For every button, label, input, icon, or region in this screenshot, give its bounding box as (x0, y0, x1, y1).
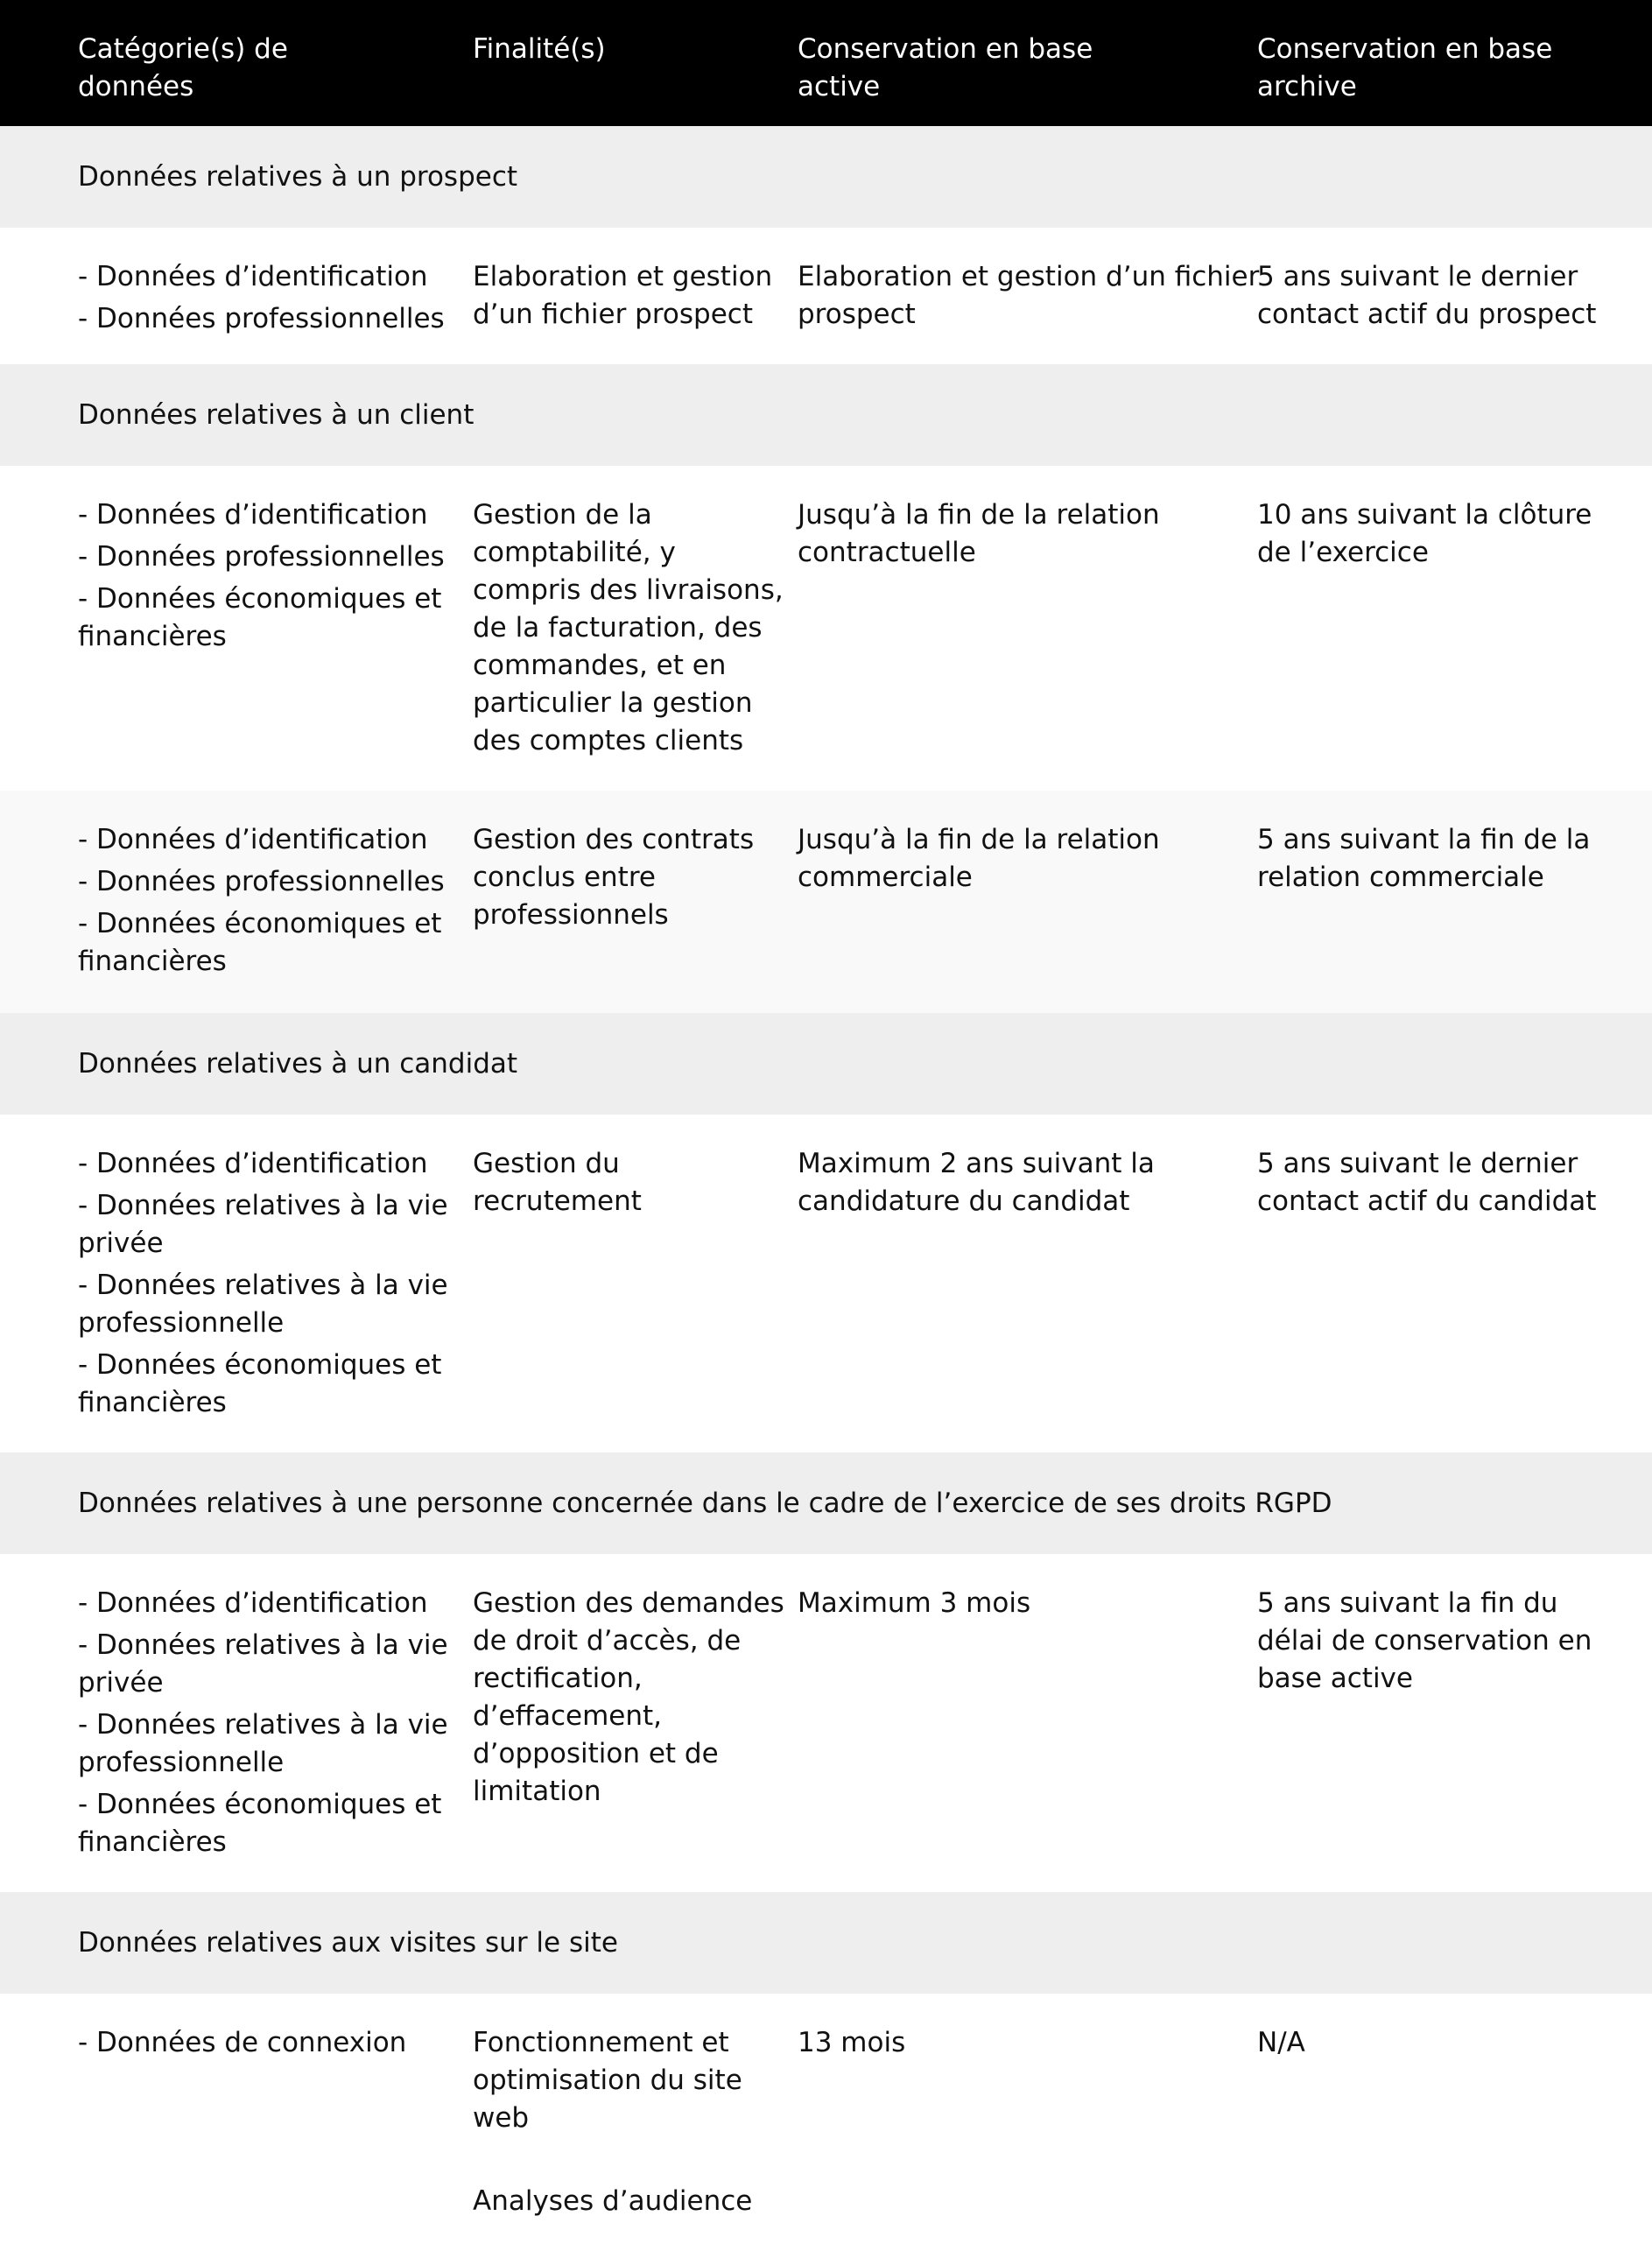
category-item: - Données professionnelles (78, 303, 445, 334)
archive-line: 10 ans suivant la clôture (1257, 499, 1592, 531)
header-archive-line: Conservation en base (1257, 33, 1553, 65)
active-line: candidature du candidat (798, 1185, 1130, 1217)
cell-archive-retention (1257, 791, 1652, 1013)
header-categories-line: données (78, 71, 194, 102)
purpose-line: particulier la gestion (473, 687, 753, 719)
cell-purpose (473, 1994, 798, 2251)
category-item: - Données de connexion (78, 2027, 407, 2058)
purpose-line: conclus entre (473, 862, 656, 893)
archive-line: 5 ans suivant le dernier (1257, 1148, 1578, 1179)
category-item: - Données économiques et financières (78, 908, 442, 977)
header-categories (0, 0, 473, 126)
purpose-line: de droit d’accès, de (473, 1625, 742, 1657)
active-line: Jusqu’à la fin de la relation (798, 824, 1160, 855)
purpose-line: Gestion des contrats (473, 824, 755, 855)
purpose-line: professionnels (473, 899, 669, 931)
cell-categories (0, 466, 473, 783)
archive-line: base active (1257, 1663, 1413, 1694)
purpose-line: de la facturation, des (473, 612, 763, 644)
archive-line: N/A (1257, 2027, 1305, 2058)
cell-active-retention (798, 791, 1257, 1013)
cell-archive-retention (1257, 1115, 1652, 1453)
header-purposes-line: Finalité(s) (473, 33, 606, 65)
purpose-line: limitation (473, 1776, 601, 1807)
purpose-line: commandes, et en (473, 650, 727, 681)
header-active-line: active (798, 71, 881, 102)
purpose-line: web (473, 2102, 530, 2134)
archive-line: 5 ans suivant la fin de la (1257, 824, 1591, 855)
cell-archive-retention (1257, 466, 1652, 791)
active-line: prospect (798, 299, 916, 330)
section-title-prospect: Données relatives à un prospect (0, 126, 1652, 228)
archive-line: 5 ans suivant la fin du (1257, 1587, 1558, 1619)
cell-categories (0, 1115, 473, 1453)
purpose-line: d’effacement, (473, 1700, 663, 1732)
section-title-gdpr-requester: Données relatives à une personne concernée dans le cadre de l’exercice de ses droits RGPD (0, 1453, 1652, 1554)
purpose-line: Gestion des demandes (473, 1587, 784, 1619)
cell-categories (0, 228, 473, 355)
category-item: - Données économiques et financières (78, 1789, 442, 1858)
purpose-line: Fonctionnement et (473, 2027, 729, 2058)
cell-purpose (473, 791, 798, 1013)
purpose-line: Analyses d’audience (473, 2185, 753, 2217)
cell-purpose (473, 466, 798, 791)
active-line: commerciale (798, 862, 973, 893)
category-item: - Données d’identification (78, 1587, 428, 1619)
active-line: Maximum 3 mois (798, 1587, 1031, 1619)
header-categories-line: Catégorie(s) de (78, 33, 288, 65)
category-item: - Données relatives à la vie professionnelle (78, 1709, 448, 1778)
category-item: - Données relatives à la vie professionnelle (78, 1270, 448, 1339)
category-item: - Données d’identification (78, 261, 428, 292)
archive-line: contact actif du candidat (1257, 1185, 1597, 1217)
purpose-line: Gestion du (473, 1148, 620, 1179)
archive-line: relation commerciale (1257, 862, 1544, 893)
header-active-line: Conservation en base (798, 33, 1093, 65)
purpose-line: Gestion de la (473, 499, 652, 531)
cell-archive-retention (1257, 1994, 1652, 2251)
purpose-line: des comptes clients (473, 725, 744, 756)
section-title-candidate: Données relatives à un candidat (0, 1013, 1652, 1115)
header-archive-retention (1257, 0, 1652, 126)
cell-categories (0, 791, 473, 1013)
cell-active-retention (798, 228, 1260, 364)
section-title-client: Données relatives à un client (0, 364, 1652, 466)
cell-active-retention (798, 1554, 1257, 1892)
cell-purpose (473, 228, 798, 364)
active-line: Jusqu’à la fin de la relation (798, 499, 1160, 531)
purpose-line: recrutement (473, 1185, 642, 1217)
category-item: - Données professionnelles (78, 866, 445, 897)
purpose-line: compris des livraisons, (473, 574, 784, 606)
cell-purpose (473, 1554, 798, 1892)
header-purposes (473, 0, 798, 126)
header-archive-line: archive (1257, 71, 1357, 102)
cell-active-retention (798, 1115, 1257, 1453)
purpose-line: d’un fichier prospect (473, 299, 753, 330)
cell-purpose (473, 1115, 798, 1453)
category-item: - Données économiques et financières (78, 1349, 442, 1418)
archive-line: délai de conservation en (1257, 1625, 1592, 1657)
category-item: - Données économiques et financières (78, 583, 442, 652)
purpose-line: comptabilité, y (473, 537, 676, 568)
active-line: contractuelle (798, 537, 976, 568)
section-title-site-visits: Données relatives aux visites sur le site (0, 1892, 1652, 1994)
purpose-line: Elaboration et gestion (473, 261, 773, 292)
cell-categories (0, 1554, 473, 1892)
cell-archive-retention (1257, 228, 1652, 364)
category-item: - Données d’identification (78, 499, 428, 531)
purpose-line: optimisation du site (473, 2065, 742, 2096)
active-line: 13 mois (798, 2027, 906, 2058)
header-active-retention (798, 0, 1257, 126)
purpose-line: d’opposition et de (473, 1738, 719, 1769)
archive-line: de l’exercice (1257, 537, 1429, 568)
category-item: - Données d’identification (78, 824, 428, 855)
category-item: - Données professionnelles (78, 541, 445, 573)
active-line: Maximum 2 ans suivant la (798, 1148, 1155, 1179)
category-item: - Données d’identification (78, 1148, 428, 1179)
purpose-line: rectification, (473, 1663, 643, 1694)
category-item: - Données relatives à la vie privée (78, 1629, 448, 1699)
cell-active-retention (798, 1994, 1257, 2251)
cell-archive-retention (1257, 1554, 1652, 1892)
archive-line: 5 ans suivant le dernier (1257, 261, 1578, 292)
cell-active-retention (798, 466, 1257, 791)
archive-line: contact actif du prospect (1257, 299, 1597, 330)
cell-categories (0, 1994, 473, 2251)
category-item: - Données relatives à la vie privée (78, 1190, 448, 1259)
active-line: Elaboration et gestion d’un fichier (798, 261, 1260, 292)
paragraph-spacer (473, 2137, 789, 2183)
